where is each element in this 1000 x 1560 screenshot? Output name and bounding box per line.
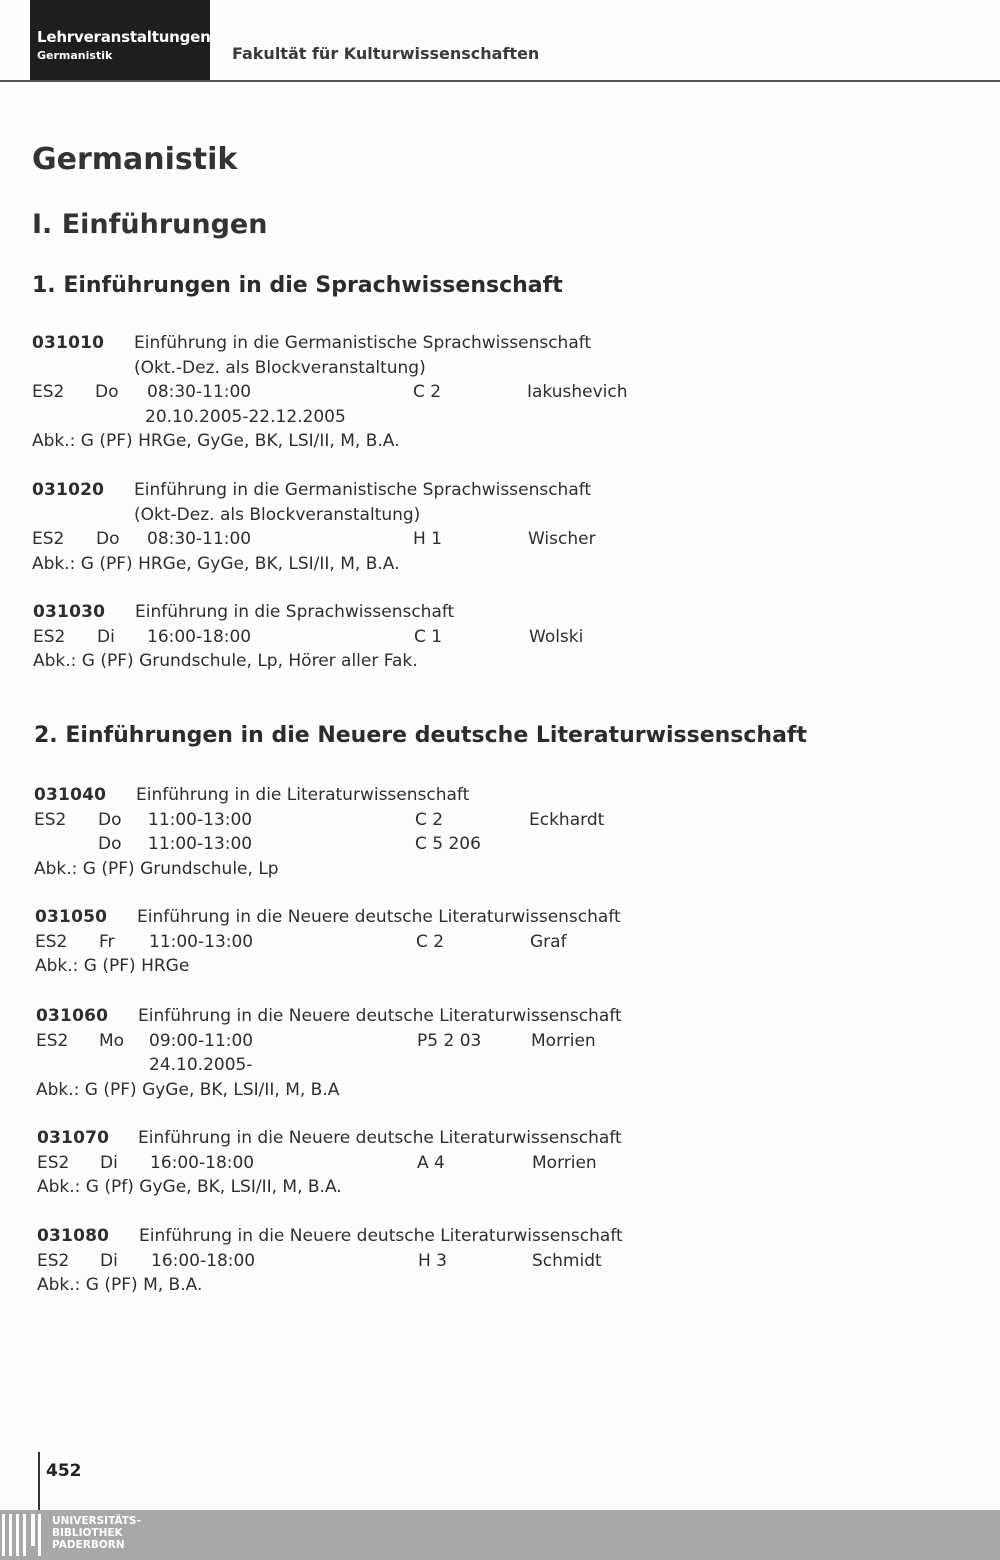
course-type: ES2 (34, 809, 67, 830)
library-logo-icon (0, 1514, 46, 1556)
course-lecturer: Wolski (529, 626, 584, 647)
section-heading: I. Einführungen (32, 209, 268, 240)
course-number: 031030 (33, 602, 106, 622)
subsection-heading: 2. Einführungen in die Neuere deutsche Literaturwissenschaft (34, 723, 808, 748)
course-time: 11:00-13:00 (148, 834, 253, 854)
course-day: Do (98, 809, 122, 830)
course-entry (32, 331, 732, 454)
course-day: Do (95, 382, 119, 402)
course-lecturer: Wischer (528, 529, 596, 549)
course-day: Do (96, 529, 120, 549)
course-abbreviations: Abk.: G (PF) GyGe, BK, LSI/II, M, B.A (36, 1079, 340, 1100)
page-title: Germanistik (32, 142, 238, 177)
course-number: 031020 (32, 480, 105, 500)
course-day: Fr (99, 931, 115, 952)
course-room: H 1 (413, 529, 443, 549)
course-entry (35, 905, 735, 979)
course-dates: 20.10.2005-22.12.2005 (145, 406, 346, 427)
course-entry (37, 1224, 737, 1298)
course-title-note: (Okt.-Dez. als Blockveranstaltung) (134, 357, 426, 378)
page-number: 452 (46, 1461, 82, 1481)
course-entry (33, 600, 733, 674)
course-type: ES2 (32, 529, 65, 549)
course-day: Do (98, 834, 122, 854)
course-title: Einführung in die Sprachwissenschaft (135, 602, 455, 622)
course-title-note: (Okt-Dez. als Blockveranstaltung) (134, 504, 421, 525)
course-time: 16:00-18:00 (150, 1152, 255, 1173)
course-dates: 24.10.2005- (149, 1055, 253, 1075)
course-room: A 4 (417, 1152, 445, 1173)
library-name-line: UNIVERSITÄTS- (52, 1515, 141, 1527)
course-room: C 5 206 (415, 834, 481, 854)
course-lecturer: Iakushevich (527, 382, 628, 402)
course-title: Einführung in die Neuere deutsche Literaturwissenschaft (138, 1128, 622, 1148)
course-abbreviations: Abk.: G (PF) Grundschule, Lp (34, 858, 279, 879)
course-title: Einführung in die Neuere deutsche Literaturwissenschaft (137, 907, 621, 927)
course-room: C 2 (416, 931, 445, 952)
course-entry (36, 1004, 736, 1102)
course-time: 09:00-11:00 (149, 1030, 254, 1051)
course-number: 031040 (34, 785, 107, 805)
course-type: ES2 (36, 1030, 69, 1051)
course-room: C 2 (415, 809, 444, 830)
course-number: 031060 (36, 1006, 109, 1026)
library-footer (0, 1510, 1000, 1560)
course-lecturer: Morrien (532, 1152, 597, 1173)
header-subject-label: Germanistik (37, 49, 113, 62)
course-day: Mo (99, 1030, 125, 1051)
course-type: ES2 (37, 1152, 70, 1173)
course-entry (32, 478, 732, 576)
course-day: Di (100, 1250, 118, 1271)
course-title: Einführung in die Literaturwissenschaft (136, 785, 470, 805)
course-lecturer: Eckhardt (529, 809, 605, 830)
course-time: 16:00-18:00 (147, 626, 252, 647)
header-tab (30, 0, 210, 81)
course-time: 08:30-11:00 (147, 529, 252, 549)
page-number-rule (38, 1452, 40, 1512)
course-room: C 1 (414, 626, 443, 647)
course-room: C 2 (413, 382, 442, 402)
course-lecturer: Morrien (531, 1030, 596, 1051)
course-type: ES2 (37, 1250, 70, 1271)
course-type: ES2 (35, 931, 68, 952)
course-title: Einführung in die Germanistische Sprachwissenschaft (134, 480, 592, 500)
course-day: Di (100, 1152, 118, 1173)
course-entry (34, 783, 734, 881)
header-series-label: Lehrveranstaltungen (37, 28, 211, 46)
course-day: Di (97, 626, 115, 647)
course-lecturer: Schmidt (532, 1250, 602, 1271)
course-time: 16:00-18:00 (151, 1250, 256, 1271)
course-time: 08:30-11:00 (147, 382, 252, 402)
course-title: Einführung in die Neuere deutsche Literaturwissenschaft (138, 1006, 622, 1026)
course-number: 031010 (32, 333, 105, 353)
library-name-line: BIBLIOTHEK (52, 1527, 123, 1539)
course-number: 031050 (35, 907, 108, 927)
course-abbreviations: Abk.: G (PF) M, B.A. (37, 1275, 203, 1295)
course-abbreviations: Abk.: G (PF) Grundschule, Lp, Hörer aller Fak. (33, 651, 418, 671)
course-abbreviations: Abk.: G (PF) HRGe (35, 956, 190, 976)
course-room: H 3 (418, 1250, 448, 1271)
course-room: P5 2 03 (417, 1030, 482, 1051)
library-name-line: PADERBORN (52, 1539, 125, 1551)
course-title: Einführung in die Neuere deutsche Literaturwissenschaft (139, 1226, 623, 1246)
course-abbreviations: Abk.: G (PF) HRGe, GyGe, BK, LSI/II, M, B.A. (32, 431, 400, 451)
subsection-heading: 1. Einführungen in die Sprachwissenschaft (32, 273, 563, 298)
course-lecturer: Graf (530, 931, 567, 952)
course-time: 11:00-13:00 (149, 931, 254, 952)
course-abbreviations: Abk.: G (PF) HRGe, GyGe, BK, LSI/II, M, B.A. (32, 553, 400, 574)
course-abbreviations: Abk.: G (Pf) GyGe, BK, LSI/II, M, B.A. (37, 1177, 342, 1197)
library-name (52, 1515, 141, 1551)
course-entry (37, 1126, 737, 1200)
course-type: ES2 (32, 382, 65, 402)
course-title: Einführung in die Germanistische Sprachwissenschaft (134, 333, 592, 353)
course-type: ES2 (33, 626, 66, 647)
header-divider (0, 80, 1000, 82)
header-faculty: Fakultät für Kulturwissenschaften (232, 44, 540, 63)
course-number: 031080 (37, 1226, 110, 1246)
course-time: 11:00-13:00 (148, 809, 253, 830)
course-number: 031070 (37, 1128, 110, 1148)
